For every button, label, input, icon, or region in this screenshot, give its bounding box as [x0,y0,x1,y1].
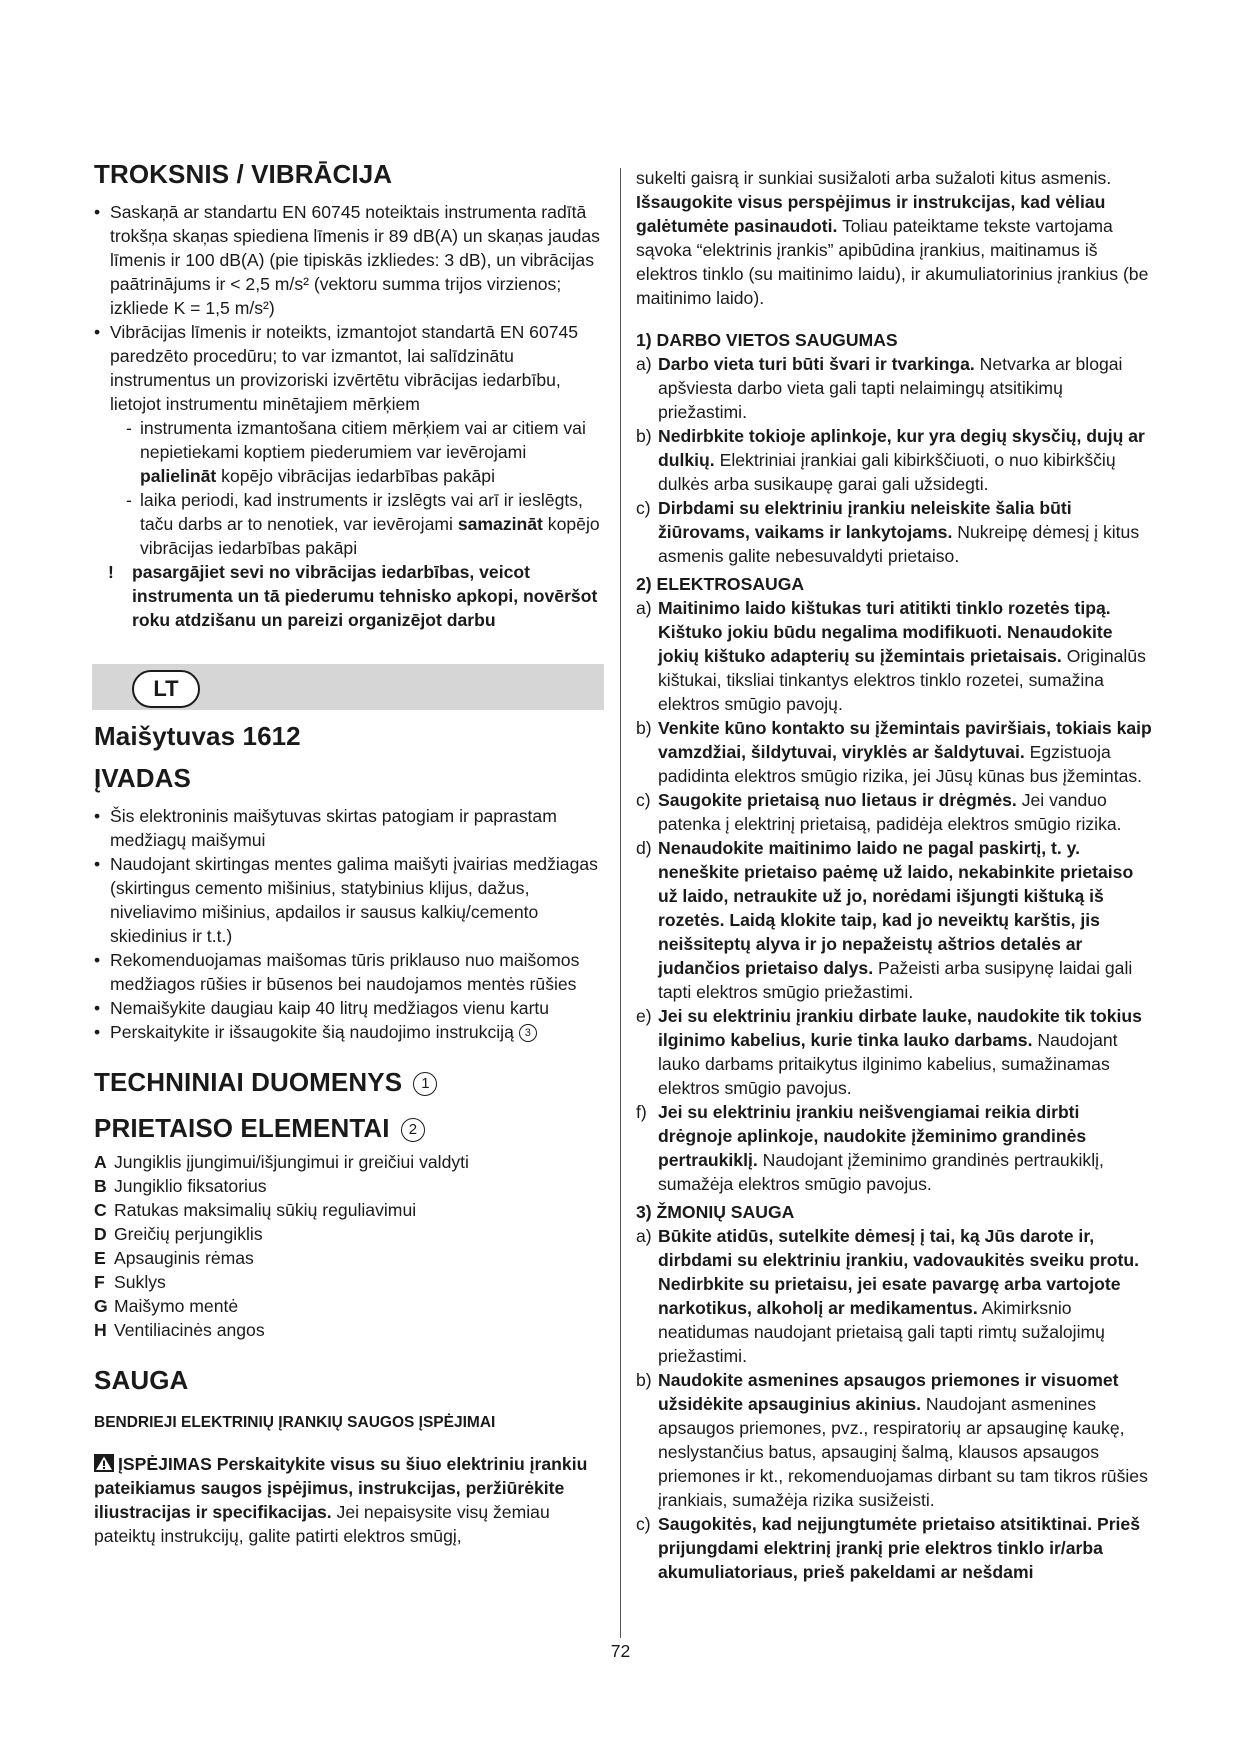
list-item: A Jungiklis įjungimui/išjungimui ir greičiui valdyti [94,1152,469,1172]
list-item: • Vibrācijas līmenis ir noteikts, izmantojot standartā EN 60745 paredzēto procedūru; to var izmantot, lai salīdzinātu instrumentus un provizoriski izvērtētu vibrācijas iedarbību, lietojot instrumentu minētajiem mērķiem [94,320,602,416]
right-column [636,166,1156,1584]
noise-vibration-heading: TROKSNIS / VIBRĀCIJA [94,159,393,189]
list-item: F Suklys [94,1272,166,1292]
list-item: b) Nedirbkite tokioje aplinkoje, kur yra degių skysčių, dujų ar dulkių. Elektriniai įrankiai gali kibirkščiuoti, o nuo kibirkščių dulkės arba susikaupę garai gali užsidegti. [636,426,1145,494]
vibration-warning: ! pasargājiet sevi no vibrācijas iedarbības, veicot instrumenta un tā piederumu tehnisko apkopi, novēršot roku atdzišanu un pareizi organizējot darbu [108,562,598,630]
list-item: • Nemaišykite daugiau kaip 40 litrų medžiagos vienu kartu [94,996,602,1020]
list-item: E Apsauginis rėmas [94,1248,254,1268]
list-item: • Šis elektroninis maišytuvas skirtas patogiam ir paprastam medžiagų maišymui [94,804,602,852]
section-personal: 3) ŽMONIŲ SAUGA [636,1202,795,1222]
safety-warning: ĮSPĖJIMAS Perskaitykite visus su šiuo elektriniu įrankiu pateikiamus saugos įspėjimus, instrukcijas, peržiūrėkite iliustracijas ir specifikacijas. Jei nepaisysite visų žemiau pateiktų instrukcijų, galite patirti elektros smūgį, [94,1454,588,1546]
warning-icon [94,1454,114,1472]
figure-ref-3: 3 [519,1024,537,1042]
safety-subheading: BENDRIEJI ELEKTRINIŲ ĮRANKIŲ SAUGOS ĮSPĖJIMAI [94,1414,496,1431]
elements-heading: PRIETAISO ELEMENTAI 2 [94,1112,602,1144]
list-item: - instrumenta izmantošana citiem mērķiem vai ar citiem vai nepietiekami koptiem piederumiem var ievērojami palielināt kopējo vibrācijas iedarbības pakāpi [126,418,586,486]
list-item: a) Maitinimo laido kištukas turi atitikti tinklo rozetės tipą. Kištuko jokiu būdu negalima modifikuoti. Nenaudokite jokių kištuko adapterių su įžemintais prietaisais. Originalūs kištukai, tiksliai tinkantys elektros tinklo rozetei, sumažina elektros smūgio pavojų. [636,598,1146,714]
language-band [92,664,604,710]
section-electrical: 2) ELEKTROSAUGA [636,574,805,594]
list-item: • Naudojant skirtingas mentes galima maišyti įvairias medžiagas (skirtingus cemento mišinius, statybinius klijus, dažus, niveliavimo mišinius, apdailos ir sausus kalkių/cemento skiedinius ir t.t.) [94,852,602,948]
list-item: a) Būkite atidūs, sutelkite dėmesį į tai, ką Jūs darote ir, dirbdami su elektriniu įrankiu, vadovaukitės sveiku protu. Nedirbkite su prietaisu, jei esate pavargę arba vartojote narkotikus, alkoholį ar medikamentus. Akimirksnio neatidumas naudojant prietaisą gali tapti rimtų sužalojimų priežastimi. [636,1226,1140,1366]
list-item: b) Venkite kūno kontakto su įžemintais paviršiais, tokiais kaip vamzdžiai, šildytuvai, viryklės ar šaldytuvai. Egzistuoja padidinta elektros smūgio rizika, jei Jūsų kūnas bus įžemintas. [636,718,1152,786]
list-item: c) Saugokitės, kad neįjungtumėte prietaiso atsitiktinai. Prieš prijungdami elektrinį įrankį prie elektros tinklo ir/arba akumuliatoriaus, prieš pakeldami ar nešdami [636,1514,1141,1582]
intro-heading: ĮVADAS [94,763,191,793]
figure-ref-1: 1 [413,1072,437,1096]
intro-list [94,804,602,1044]
column-divider [620,168,621,1638]
page-number: 72 [610,1641,631,1661]
noise-sublist [94,416,602,560]
language-badge: LT [132,670,200,708]
noise-list [94,200,602,416]
left-column [94,158,602,1548]
list-item: G Maišymo mentė [94,1296,239,1316]
list-item: c) Saugokite prietaisą nuo lietaus ir drėgmės. Jei vanduo patenka į elektrinį prietaisą, padidėja elektros smūgio rizika. [636,790,1122,834]
list-item: d) Nenaudokite maitinimo laido ne pagal paskirtį, t. y. neneškite prietaiso paėmę už laido, nekabinkite prietaiso už laido, netraukite už jo, norėdami išjungti kištuką iš rozetės. Laidą klokite taip, kad jo neveiktų karštis, jis neišsiteptų alyva ir jo nepažeistų aštrios detalės ar judančios prietaiso dalys. Pažeisti arba susipynę laidai gali tapti elektros smūgio priežastimi. [636,838,1134,1002]
list-item: • Rekomenduojamas maišomas tūris priklauso nuo maišomos medžiagos rūšies ir būsenos bei naudojamos mentės rūšies [94,948,602,996]
figure-ref-2: 2 [401,1118,425,1142]
list-item: f) Jei su elektriniu įrankiu neišvengiamai reikia dirbti drėgnoje aplinkoje, naudokite įžeminimo grandinės pertraukiklį. Naudojant įžeminimo grandinės pertraukiklį, sumažėja elektros smūgio pavojus. [636,1102,1104,1194]
product-title: Maišytuvas 1612 [94,721,301,751]
list-item: B Jungiklio fiksatorius [94,1176,267,1196]
list-item: H Ventiliacinės angos [94,1320,265,1340]
list-item: c) Dirbdami su elektriniu įrankiu neleiskite šalia būti žiūrovams, vaikams ir lankytojams. Nukreipę dėmesį į kitus asmenis galite nebesuvaldyti prietaiso. [636,498,1140,566]
list-item: C Ratukas maksimalių sūkių reguliavimui [94,1200,417,1220]
list-item: b) Naudokite asmenines apsaugos priemones ir visuomet užsidėkite apsauginius akinius. Naudojant asmenines apsaugos priemones, pvz., respiratorių ar apsauginę kaukę, neslystančius batus, apsauginį šalmą, klausos apsaugos priemones ir kt., rekomenduojamas dirbant su tam tikros rūšies įrankiais, sumažėja rizika susižeisti. [636,1370,1148,1510]
safety-heading: SAUGA [94,1365,189,1395]
safety-intro-continued: sukelti gaisrą ir sunkiai susižaloti arba sužaloti kitus asmenis. Išsaugokite visus perspėjimus ir instrukcijas, kad vėliau galėtumėte pasinaudoti. Toliau pateiktame tekste vartojama sąvoka “elektrinis įrankis” apibūdina įrankius, maitinamus iš elektros tinklo (su maitinimo laidu), ir akumuliatorinius įrankius (be maitinimo laido). [636,168,1149,308]
parts-list [94,1150,602,1342]
list-item: e) Jei su elektriniu įrankiu dirbate lauke, naudokite tik tokius ilginimo kabelius, kurie tinka lauko darbams. Naudojant lauko darbams pritaikytus ilginimo kabelius, sumažinamas elektros smūgio pavojus. [636,1006,1142,1098]
tech-data-heading: TECHNINIAI DUOMENYS 1 [94,1066,602,1098]
list-item: • Saskaņā ar standartu EN 60745 noteiktais instrumenta radītā trokšņa skaņas spiediena līmenis ir 89 dB(A) un skaņas jaudas līmenis ir 100 dB(A) (pie tipiskās izkliedes: 3 dB), un vibrācijas paātrinājums ir < 2,5 m/s² (vektoru summa trijos virzienos; izkliede K = 1,5 m/s²) [94,200,602,320]
list-item: - laika periodi, kad instruments ir izslēgts vai arī ir ieslēgts, taču darbs ar to nenotiek, var ievērojami samazināt kopējo vibrācijas iedarbības pakāpi [126,490,600,558]
list-item: a) Darbo vieta turi būti švari ir tvarkinga. Netvarka ar blogai apšviesta darbo vieta gali tapti nelaimingų atsitikimų priežastimi. [636,354,1123,422]
list-item: • Perskaitykite ir išsaugokite šią naudojimo instrukciją 3 [94,1020,602,1044]
list-item: D Greičių perjungiklis [94,1224,263,1244]
section-work-area: 1) DARBO VIETOS SAUGUMAS [636,330,898,350]
